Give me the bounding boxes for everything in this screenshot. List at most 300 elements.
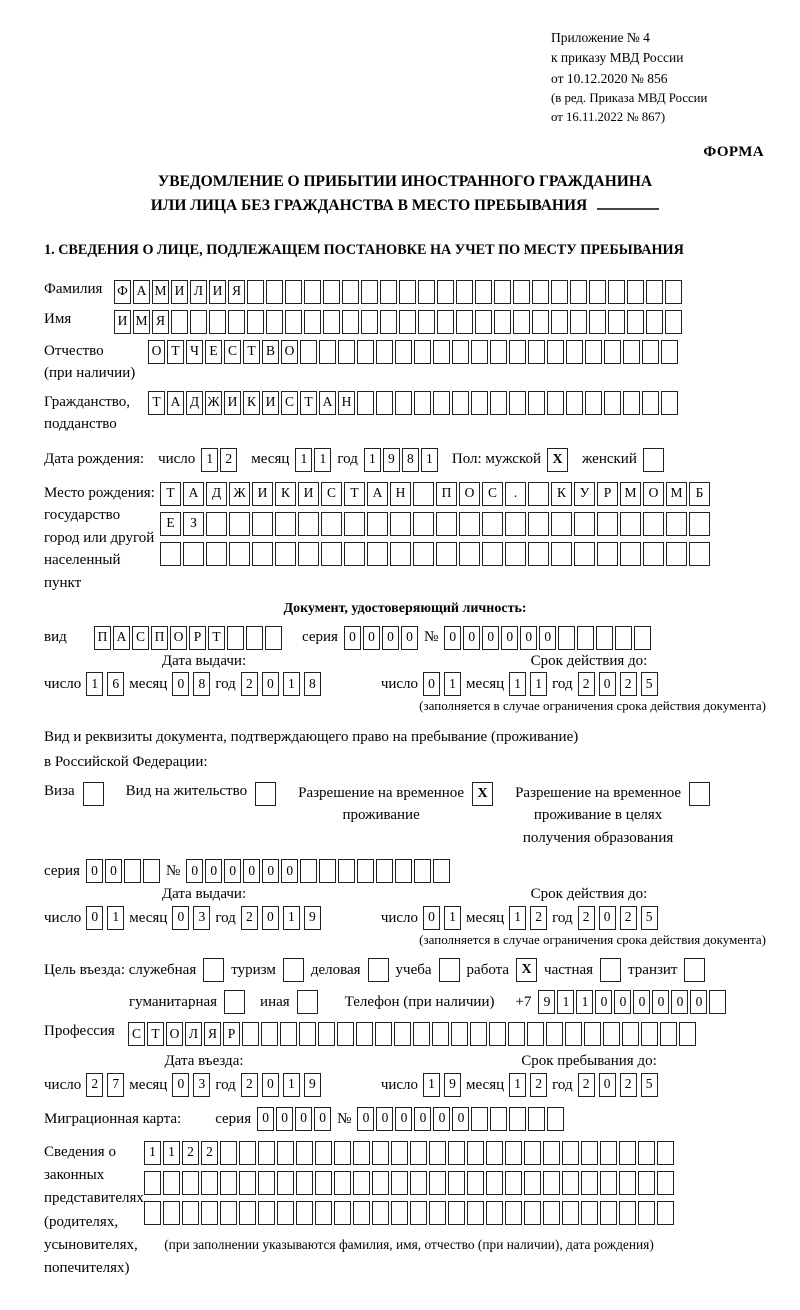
char-cell[interactable]: [615, 626, 632, 650]
char-cell[interactable]: [220, 1141, 237, 1165]
char-cell[interactable]: [448, 1201, 465, 1225]
char-cell[interactable]: [391, 1141, 408, 1165]
char-cell[interactable]: 2: [182, 1141, 199, 1165]
char-cell[interactable]: [380, 310, 397, 334]
char-cell[interactable]: [429, 1201, 446, 1225]
char-cell[interactable]: [414, 391, 431, 415]
char-cell[interactable]: [494, 280, 511, 304]
char-cell[interactable]: [600, 1141, 617, 1165]
char-cell[interactable]: [456, 280, 473, 304]
char-cell[interactable]: [298, 542, 319, 566]
char-cell[interactable]: 1: [576, 990, 593, 1014]
char-cell[interactable]: Т: [344, 482, 365, 506]
char-cell[interactable]: К: [551, 482, 572, 506]
char-cell[interactable]: [318, 1022, 335, 1046]
char-cell[interactable]: [413, 542, 434, 566]
char-cell[interactable]: [182, 1201, 199, 1225]
purpose-transit-checkbox[interactable]: [684, 958, 705, 982]
char-cell[interactable]: [486, 1201, 503, 1225]
char-cell[interactable]: 1: [444, 672, 461, 696]
char-cell[interactable]: [513, 280, 530, 304]
char-cell[interactable]: 0: [281, 859, 298, 883]
char-cell[interactable]: [143, 859, 160, 883]
char-cell[interactable]: 0: [452, 1107, 469, 1131]
char-cell[interactable]: Л: [185, 1022, 202, 1046]
char-cell[interactable]: 0: [463, 626, 480, 650]
char-cell[interactable]: [376, 391, 393, 415]
char-cell[interactable]: [266, 280, 283, 304]
char-cell[interactable]: [528, 1107, 545, 1131]
char-cell[interactable]: [258, 1171, 275, 1195]
char-cell[interactable]: [642, 391, 659, 415]
char-cell[interactable]: [585, 340, 602, 364]
char-cell[interactable]: 1: [107, 906, 124, 930]
char-cell[interactable]: 1: [295, 448, 312, 472]
char-cell[interactable]: [623, 391, 640, 415]
char-cell[interactable]: [414, 859, 431, 883]
char-cell[interactable]: [585, 391, 602, 415]
char-cell[interactable]: [597, 512, 618, 536]
char-cell[interactable]: И: [298, 482, 319, 506]
char-cell[interactable]: [562, 1201, 579, 1225]
char-cell[interactable]: О: [148, 340, 165, 364]
char-cell[interactable]: [689, 512, 710, 536]
char-cell[interactable]: [390, 542, 411, 566]
char-cell[interactable]: [528, 512, 549, 536]
char-cell[interactable]: Д: [186, 391, 203, 415]
char-cell[interactable]: [344, 542, 365, 566]
char-cell[interactable]: [543, 1141, 560, 1165]
char-cell[interactable]: [475, 280, 492, 304]
char-cell[interactable]: [543, 1201, 560, 1225]
char-cell[interactable]: 0: [243, 859, 260, 883]
char-cell[interactable]: [296, 1141, 313, 1165]
char-cell[interactable]: Ж: [205, 391, 222, 415]
char-cell[interactable]: [551, 280, 568, 304]
char-cell[interactable]: [505, 542, 526, 566]
char-cell[interactable]: 0: [276, 1107, 293, 1131]
char-cell[interactable]: 1: [364, 448, 381, 472]
char-cell[interactable]: [581, 1201, 598, 1225]
char-cell[interactable]: Т: [208, 626, 225, 650]
char-cell[interactable]: 0: [172, 906, 189, 930]
char-cell[interactable]: [277, 1171, 294, 1195]
char-cell[interactable]: [641, 1022, 658, 1046]
char-cell[interactable]: В: [262, 340, 279, 364]
char-cell[interactable]: 0: [376, 1107, 393, 1131]
char-cell[interactable]: [562, 1171, 579, 1195]
char-cell[interactable]: Д: [206, 482, 227, 506]
char-cell[interactable]: 0: [401, 626, 418, 650]
char-cell[interactable]: [304, 280, 321, 304]
char-cell[interactable]: [361, 310, 378, 334]
temp-residence-edu-checkbox[interactable]: [689, 782, 710, 806]
char-cell[interactable]: А: [319, 391, 336, 415]
char-cell[interactable]: Р: [223, 1022, 240, 1046]
char-cell[interactable]: [285, 280, 302, 304]
char-cell[interactable]: Р: [189, 626, 206, 650]
char-cell[interactable]: [201, 1171, 218, 1195]
char-cell[interactable]: [604, 391, 621, 415]
char-cell[interactable]: 0: [262, 1073, 279, 1097]
char-cell[interactable]: 1: [530, 672, 547, 696]
char-cell[interactable]: [547, 391, 564, 415]
char-cell[interactable]: [229, 542, 250, 566]
char-cell[interactable]: О: [166, 1022, 183, 1046]
char-cell[interactable]: [486, 1171, 503, 1195]
char-cell[interactable]: [394, 1022, 411, 1046]
char-cell[interactable]: [321, 542, 342, 566]
char-cell[interactable]: [566, 340, 583, 364]
char-cell[interactable]: [418, 280, 435, 304]
char-cell[interactable]: [319, 859, 336, 883]
char-cell[interactable]: О: [281, 340, 298, 364]
char-cell[interactable]: П: [151, 626, 168, 650]
char-cell[interactable]: И: [171, 280, 188, 304]
char-cell[interactable]: 0: [262, 906, 279, 930]
char-cell[interactable]: О: [170, 626, 187, 650]
char-cell[interactable]: 9: [383, 448, 400, 472]
char-cell[interactable]: [660, 1022, 677, 1046]
char-cell[interactable]: С: [128, 1022, 145, 1046]
char-cell[interactable]: [239, 1201, 256, 1225]
char-cell[interactable]: Л: [190, 280, 207, 304]
char-cell[interactable]: [577, 626, 594, 650]
char-cell[interactable]: М: [152, 280, 169, 304]
char-cell[interactable]: М: [133, 310, 150, 334]
char-cell[interactable]: [475, 310, 492, 334]
char-cell[interactable]: [551, 310, 568, 334]
char-cell[interactable]: 2: [241, 906, 258, 930]
char-cell[interactable]: [620, 542, 641, 566]
char-cell[interactable]: Я: [204, 1022, 221, 1046]
char-cell[interactable]: [252, 512, 273, 536]
char-cell[interactable]: [201, 1201, 218, 1225]
char-cell[interactable]: [413, 512, 434, 536]
char-cell[interactable]: [666, 542, 687, 566]
char-cell[interactable]: [470, 1022, 487, 1046]
char-cell[interactable]: 9: [304, 906, 321, 930]
char-cell[interactable]: [258, 1201, 275, 1225]
char-cell[interactable]: [689, 542, 710, 566]
char-cell[interactable]: [600, 1201, 617, 1225]
char-cell[interactable]: [436, 512, 457, 536]
char-cell[interactable]: [296, 1171, 313, 1195]
char-cell[interactable]: [277, 1141, 294, 1165]
purpose-other-checkbox[interactable]: [297, 990, 318, 1014]
char-cell[interactable]: [246, 626, 263, 650]
char-cell[interactable]: [265, 626, 282, 650]
char-cell[interactable]: [437, 280, 454, 304]
char-cell[interactable]: [551, 542, 572, 566]
char-cell[interactable]: [413, 1022, 430, 1046]
char-cell[interactable]: [315, 1201, 332, 1225]
purpose-tourism-checkbox[interactable]: [283, 958, 304, 982]
char-cell[interactable]: [337, 1022, 354, 1046]
char-cell[interactable]: 1: [444, 906, 461, 930]
char-cell[interactable]: 2: [241, 1073, 258, 1097]
char-cell[interactable]: [562, 1141, 579, 1165]
char-cell[interactable]: 5: [641, 1073, 658, 1097]
char-cell[interactable]: 0: [344, 626, 361, 650]
char-cell[interactable]: 0: [652, 990, 669, 1014]
char-cell[interactable]: [566, 391, 583, 415]
char-cell[interactable]: [171, 310, 188, 334]
char-cell[interactable]: [190, 310, 207, 334]
char-cell[interactable]: [603, 1022, 620, 1046]
char-cell[interactable]: [524, 1141, 541, 1165]
char-cell[interactable]: Т: [243, 340, 260, 364]
char-cell[interactable]: 1: [283, 906, 300, 930]
char-cell[interactable]: [315, 1171, 332, 1195]
char-cell[interactable]: [642, 340, 659, 364]
char-cell[interactable]: [160, 542, 181, 566]
char-cell[interactable]: [334, 1141, 351, 1165]
char-cell[interactable]: [657, 1141, 674, 1165]
char-cell[interactable]: 0: [205, 859, 222, 883]
char-cell[interactable]: [657, 1201, 674, 1225]
char-cell[interactable]: [390, 512, 411, 536]
char-cell[interactable]: [258, 1141, 275, 1165]
char-cell[interactable]: А: [133, 280, 150, 304]
char-cell[interactable]: К: [243, 391, 260, 415]
char-cell[interactable]: [589, 280, 606, 304]
char-cell[interactable]: [448, 1141, 465, 1165]
char-cell[interactable]: 0: [414, 1107, 431, 1131]
char-cell[interactable]: [220, 1201, 237, 1225]
char-cell[interactable]: [261, 1022, 278, 1046]
char-cell[interactable]: [433, 391, 450, 415]
char-cell[interactable]: П: [436, 482, 457, 506]
char-cell[interactable]: И: [209, 280, 226, 304]
char-cell[interactable]: 0: [433, 1107, 450, 1131]
char-cell[interactable]: [300, 859, 317, 883]
char-cell[interactable]: [429, 1171, 446, 1195]
char-cell[interactable]: [239, 1171, 256, 1195]
char-cell[interactable]: Р: [597, 482, 618, 506]
char-cell[interactable]: [410, 1141, 427, 1165]
char-cell[interactable]: 0: [539, 626, 556, 650]
char-cell[interactable]: С: [281, 391, 298, 415]
char-cell[interactable]: 9: [444, 1073, 461, 1097]
char-cell[interactable]: [275, 542, 296, 566]
char-cell[interactable]: 0: [671, 990, 688, 1014]
char-cell[interactable]: [665, 280, 682, 304]
char-cell[interactable]: 0: [599, 672, 616, 696]
char-cell[interactable]: [665, 310, 682, 334]
char-cell[interactable]: 0: [314, 1107, 331, 1131]
char-cell[interactable]: [229, 512, 250, 536]
char-cell[interactable]: [574, 512, 595, 536]
char-cell[interactable]: 0: [599, 1073, 616, 1097]
char-cell[interactable]: Т: [300, 391, 317, 415]
char-cell[interactable]: [600, 1171, 617, 1195]
char-cell[interactable]: [220, 1171, 237, 1195]
char-cell[interactable]: 0: [599, 906, 616, 930]
char-cell[interactable]: 6: [107, 672, 124, 696]
char-cell[interactable]: [429, 1141, 446, 1165]
char-cell[interactable]: 2: [86, 1073, 103, 1097]
char-cell[interactable]: А: [113, 626, 130, 650]
char-cell[interactable]: [367, 512, 388, 536]
char-cell[interactable]: [661, 391, 678, 415]
char-cell[interactable]: 9: [304, 1073, 321, 1097]
char-cell[interactable]: [467, 1171, 484, 1195]
char-cell[interactable]: [505, 512, 526, 536]
char-cell[interactable]: [527, 1022, 544, 1046]
char-cell[interactable]: 0: [224, 859, 241, 883]
residence-permit-checkbox[interactable]: [255, 782, 276, 806]
char-cell[interactable]: 1: [314, 448, 331, 472]
char-cell[interactable]: [619, 1141, 636, 1165]
char-cell[interactable]: [353, 1171, 370, 1195]
purpose-humanitarian-checkbox[interactable]: [224, 990, 245, 1014]
char-cell[interactable]: [623, 340, 640, 364]
char-cell[interactable]: [356, 1022, 373, 1046]
char-cell[interactable]: 1: [283, 672, 300, 696]
char-cell[interactable]: [418, 310, 435, 334]
char-cell[interactable]: [285, 310, 302, 334]
char-cell[interactable]: [372, 1171, 389, 1195]
char-cell[interactable]: [144, 1171, 161, 1195]
char-cell[interactable]: [395, 391, 412, 415]
visa-checkbox[interactable]: [83, 782, 104, 806]
char-cell[interactable]: [471, 1107, 488, 1131]
char-cell[interactable]: 2: [578, 906, 595, 930]
char-cell[interactable]: 0: [105, 859, 122, 883]
char-cell[interactable]: [414, 340, 431, 364]
char-cell[interactable]: О: [643, 482, 664, 506]
char-cell[interactable]: [206, 512, 227, 536]
char-cell[interactable]: 1: [421, 448, 438, 472]
char-cell[interactable]: [300, 340, 317, 364]
char-cell[interactable]: [209, 310, 226, 334]
temp-residence-checkbox[interactable]: X: [472, 782, 493, 806]
char-cell[interactable]: 2: [530, 906, 547, 930]
char-cell[interactable]: Ф: [114, 280, 131, 304]
char-cell[interactable]: [620, 512, 641, 536]
char-cell[interactable]: И: [262, 391, 279, 415]
char-cell[interactable]: .: [505, 482, 526, 506]
char-cell[interactable]: [399, 310, 416, 334]
char-cell[interactable]: Т: [160, 482, 181, 506]
char-cell[interactable]: О: [459, 482, 480, 506]
char-cell[interactable]: 0: [690, 990, 707, 1014]
char-cell[interactable]: [509, 1107, 526, 1131]
char-cell[interactable]: Т: [167, 340, 184, 364]
char-cell[interactable]: [247, 310, 264, 334]
char-cell[interactable]: [353, 1201, 370, 1225]
char-cell[interactable]: [528, 391, 545, 415]
char-cell[interactable]: [619, 1171, 636, 1195]
char-cell[interactable]: [565, 1022, 582, 1046]
char-cell[interactable]: [524, 1201, 541, 1225]
char-cell[interactable]: 0: [295, 1107, 312, 1131]
char-cell[interactable]: [570, 280, 587, 304]
char-cell[interactable]: [558, 626, 575, 650]
char-cell[interactable]: [391, 1201, 408, 1225]
char-cell[interactable]: [482, 512, 503, 536]
char-cell[interactable]: [433, 859, 450, 883]
purpose-work-checkbox[interactable]: X: [516, 958, 537, 982]
char-cell[interactable]: 1: [201, 448, 218, 472]
char-cell[interactable]: [361, 280, 378, 304]
char-cell[interactable]: [315, 1141, 332, 1165]
char-cell[interactable]: [376, 340, 393, 364]
char-cell[interactable]: С: [224, 340, 241, 364]
char-cell[interactable]: [490, 1107, 507, 1131]
char-cell[interactable]: 7: [107, 1073, 124, 1097]
char-cell[interactable]: [452, 340, 469, 364]
char-cell[interactable]: [597, 542, 618, 566]
char-cell[interactable]: [471, 391, 488, 415]
char-cell[interactable]: 5: [641, 672, 658, 696]
char-cell[interactable]: [144, 1201, 161, 1225]
char-cell[interactable]: [357, 340, 374, 364]
purpose-business-checkbox[interactable]: [368, 958, 389, 982]
char-cell[interactable]: С: [321, 482, 342, 506]
char-cell[interactable]: [304, 310, 321, 334]
char-cell[interactable]: 0: [382, 626, 399, 650]
char-cell[interactable]: [543, 1171, 560, 1195]
char-cell[interactable]: [275, 512, 296, 536]
char-cell[interactable]: [436, 542, 457, 566]
char-cell[interactable]: 8: [402, 448, 419, 472]
char-cell[interactable]: [338, 340, 355, 364]
char-cell[interactable]: 2: [201, 1141, 218, 1165]
char-cell[interactable]: [227, 626, 244, 650]
char-cell[interactable]: И: [224, 391, 241, 415]
char-cell[interactable]: [299, 1022, 316, 1046]
char-cell[interactable]: [323, 310, 340, 334]
purpose-private-checkbox[interactable]: [600, 958, 621, 982]
char-cell[interactable]: [490, 391, 507, 415]
char-cell[interactable]: 1: [86, 672, 103, 696]
char-cell[interactable]: З: [183, 512, 204, 536]
char-cell[interactable]: [182, 1171, 199, 1195]
char-cell[interactable]: И: [114, 310, 131, 334]
char-cell[interactable]: 0: [86, 859, 103, 883]
sex-male-checkbox[interactable]: X: [547, 448, 568, 472]
char-cell[interactable]: 0: [614, 990, 631, 1014]
char-cell[interactable]: 0: [257, 1107, 274, 1131]
char-cell[interactable]: 2: [620, 1073, 637, 1097]
char-cell[interactable]: [338, 859, 355, 883]
char-cell[interactable]: Н: [390, 482, 411, 506]
char-cell[interactable]: [433, 340, 450, 364]
char-cell[interactable]: [247, 280, 264, 304]
purpose-official-checkbox[interactable]: [203, 958, 224, 982]
char-cell[interactable]: [410, 1171, 427, 1195]
char-cell[interactable]: [638, 1201, 655, 1225]
char-cell[interactable]: [399, 280, 416, 304]
char-cell[interactable]: [551, 512, 572, 536]
char-cell[interactable]: И: [252, 482, 273, 506]
char-cell[interactable]: [532, 280, 549, 304]
char-cell[interactable]: [353, 1141, 370, 1165]
purpose-study-checkbox[interactable]: [439, 958, 460, 982]
char-cell[interactable]: [638, 1141, 655, 1165]
char-cell[interactable]: [505, 1201, 522, 1225]
char-cell[interactable]: [323, 280, 340, 304]
char-cell[interactable]: [532, 310, 549, 334]
char-cell[interactable]: [448, 1171, 465, 1195]
char-cell[interactable]: 0: [86, 906, 103, 930]
char-cell[interactable]: [357, 859, 374, 883]
char-cell[interactable]: [596, 626, 613, 650]
char-cell[interactable]: [619, 1201, 636, 1225]
char-cell[interactable]: [513, 310, 530, 334]
